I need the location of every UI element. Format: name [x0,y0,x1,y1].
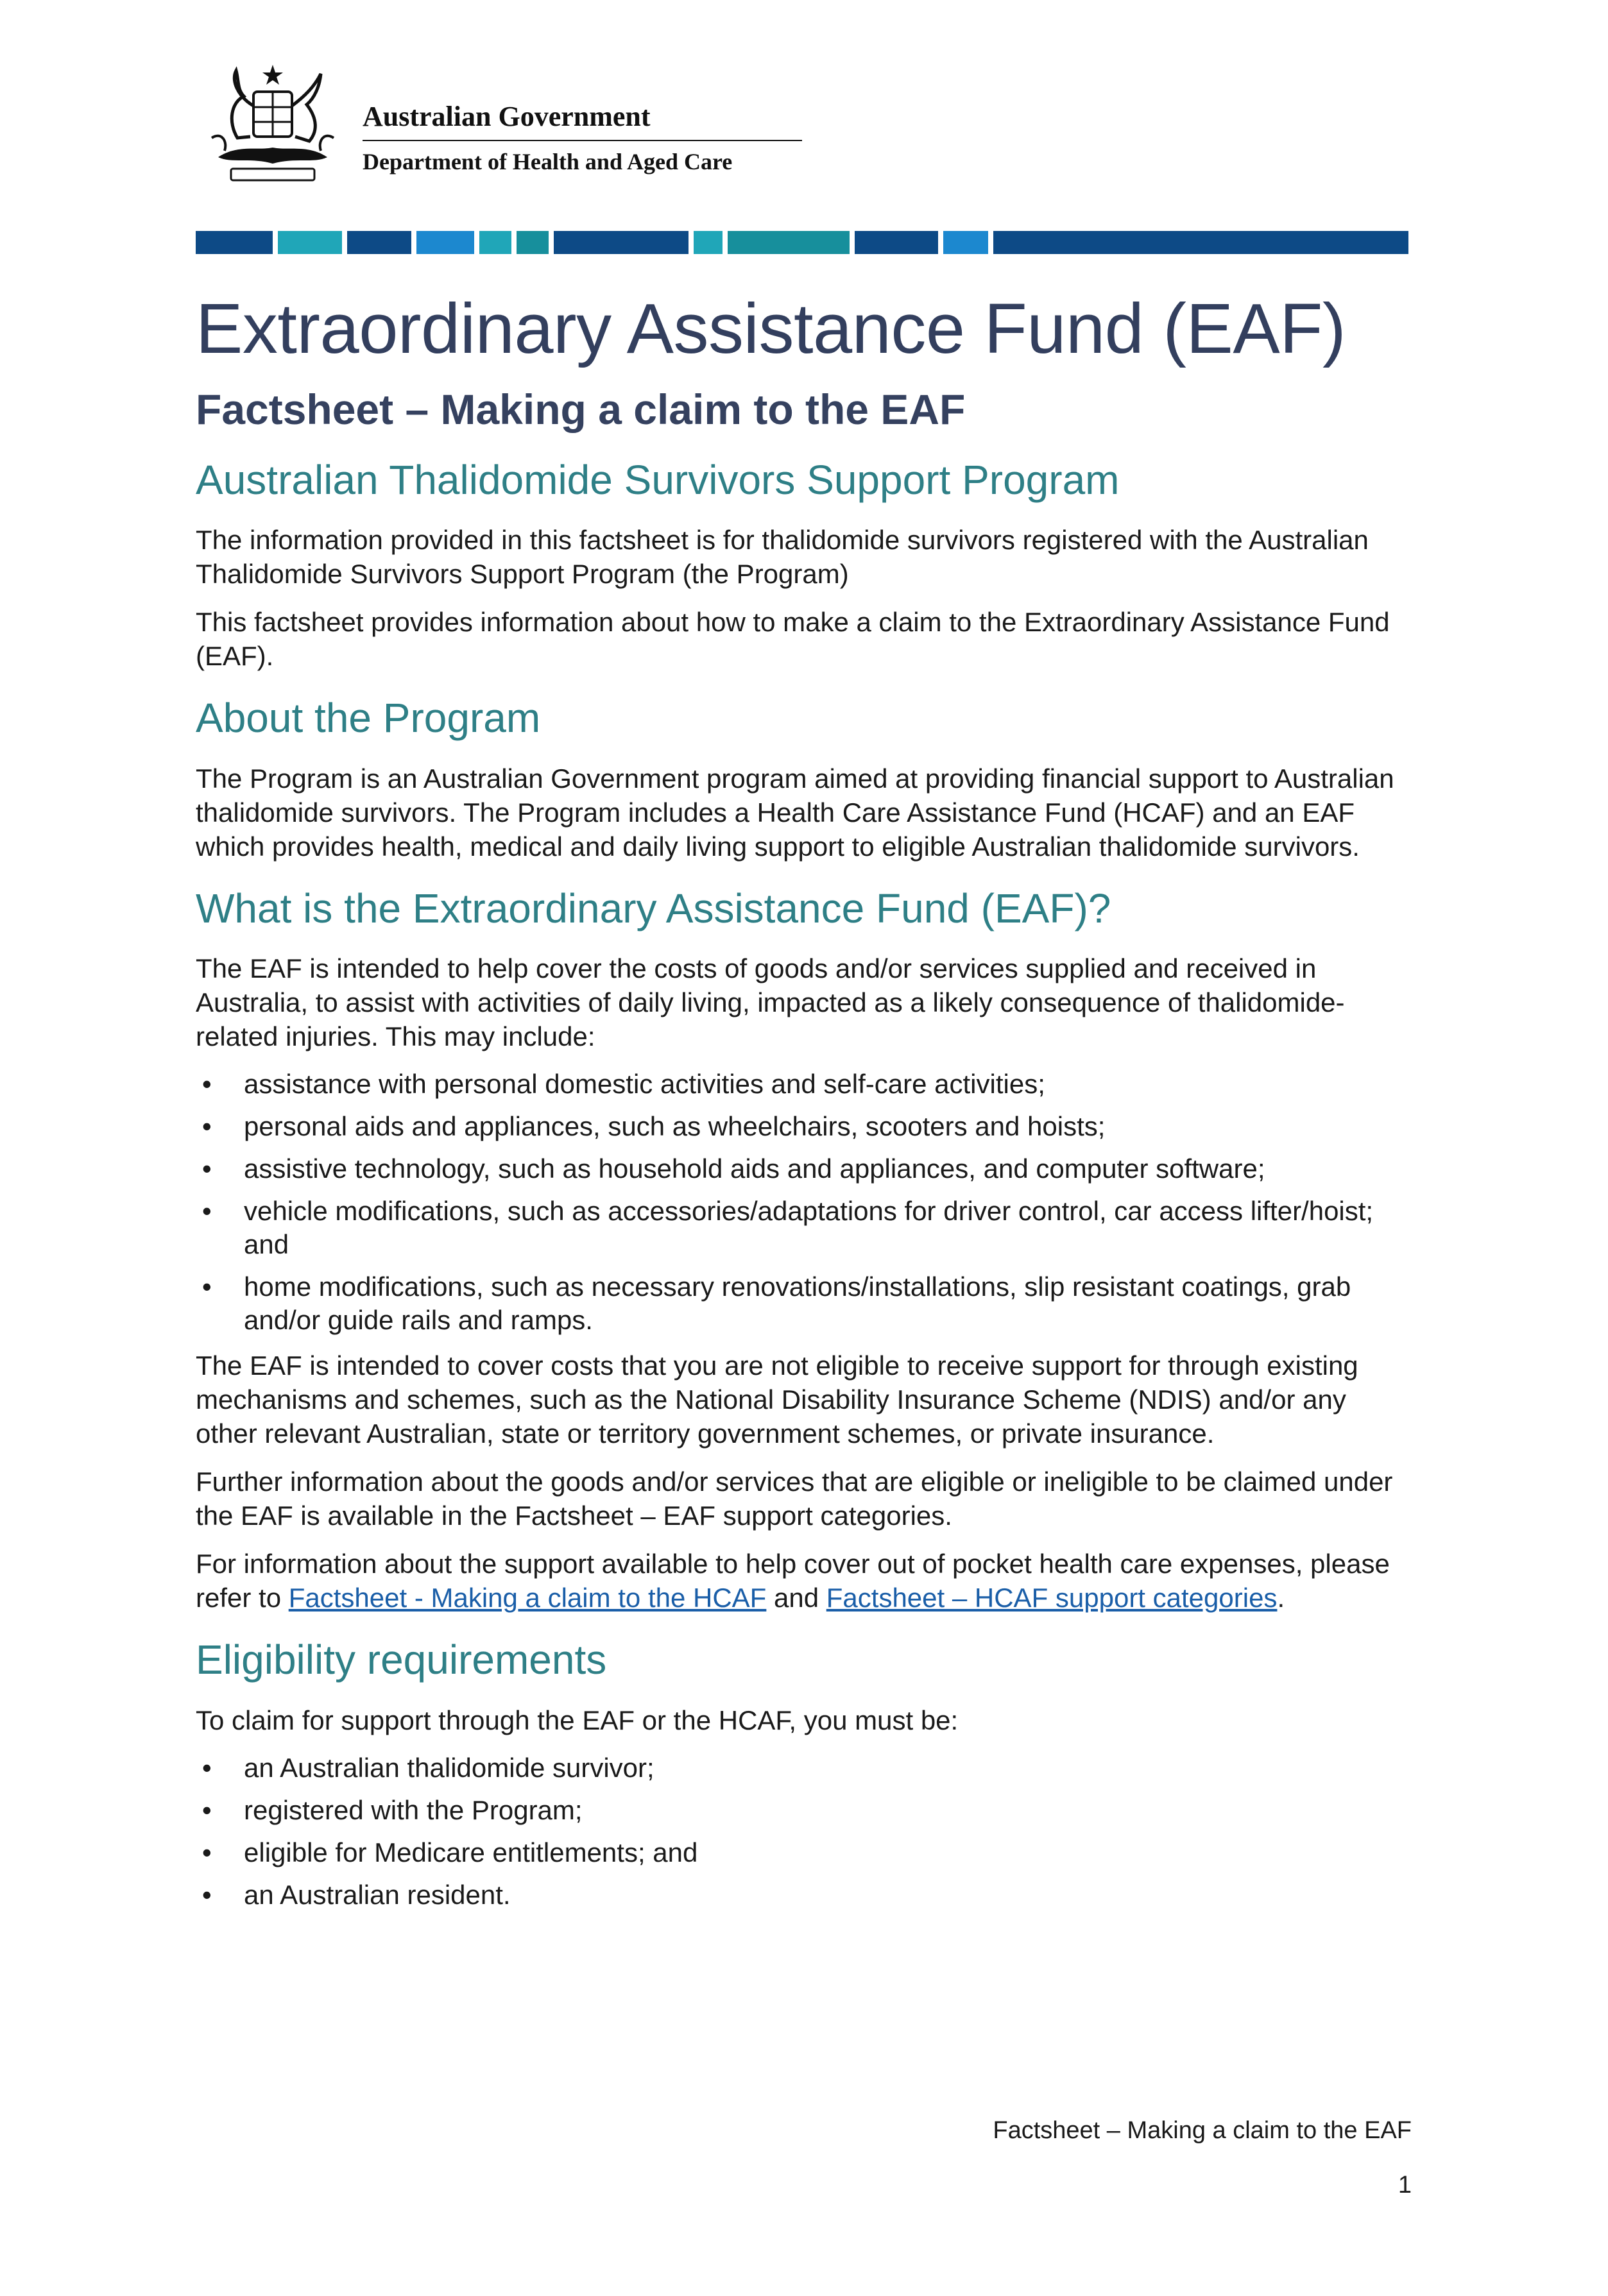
header-divider [363,140,802,141]
government-wordmark [363,103,802,173]
header [192,61,834,189]
section-heading-program: Australian Thalidomide Survivors Support Program [196,456,1120,503]
paragraph-text: and [766,1583,826,1613]
footer-title: Factsheet – Making a claim to the EAF [993,2117,1412,2144]
section-heading-what: What is the Extraordinary Assistance Fund (EAF)? [196,885,1111,931]
page-subtitle: Factsheet – Making a claim to the EAF [196,385,966,433]
list-item: • personal aids and appliances, such as wheelchairs, scooters and hoists; [196,1110,1408,1143]
department-name: Department of Health and Aged Care [363,149,733,174]
list-item: • vehicle modifications, such as accessories/adaptations for driver control, car access lifter/hoist; and [196,1195,1408,1261]
section-heading-about: About the Program [196,695,541,742]
eligibility-list [196,1751,1408,1912]
list-item: • an Australian resident. [196,1878,1408,1912]
about-paragraph-1: The Program is an Australian Government program aimed at providing financial support to Australian thalidomide survivors. The Program includes a Health Care Assistance Fund (HCAF) and an EAF which provides health, medical and daily living support to eligible Australian thalidomide survivors. [196,763,1394,862]
coat-of-arms-icon [192,61,353,189]
decorative-stripe [196,231,1408,254]
list-item: • eligible for Medicare entitlements; and [196,1836,1408,1869]
link-hcaf-support-categories[interactable]: Factsheet – HCAF support categories [826,1583,1278,1613]
page-number: 1 [1398,2172,1412,2198]
program-paragraph-2: This factsheet provides information about how to make a claim to the Extraordinary Assistance Fund (EAF). [196,607,1390,672]
paragraph-text: . [1277,1583,1285,1613]
link-hcaf-claim-factsheet[interactable]: Factsheet - Making a claim to the HCAF [288,1583,767,1613]
government-name: Australian Government [363,101,651,132]
what-paragraph-1: The EAF is intended to help cover the costs of goods and/or services supplied and received in Australia, to assist with activities of daily living, impacted as a likely consequence of thalidomide-related injuries. This may include: [196,953,1345,1052]
main-content [196,289,1408,1923]
list-item: • assistive technology, such as household aids and appliances, and computer software; [196,1152,1408,1186]
what-paragraph-2: The EAF is intended to cover costs that you are not eligible to receive support for through existing mechanisms and schemes, such as the National Disability Insurance Scheme (NDIS) and/or any other relevant Australian, state or territory government schemes, or private insurance. [196,1350,1358,1449]
paragraph-text: For information about the support available to help cover out of pocket health care expenses, please refer to [196,1549,1390,1613]
page-title: Extraordinary Assistance Fund (EAF) [196,289,1346,368]
list-item: • assistance with personal domestic activities and self-care activities; [196,1067,1408,1101]
list-item: • an Australian thalidomide survivor; [196,1751,1408,1785]
what-paragraph-4 [196,1547,1408,1615]
list-item: • registered with the Program; [196,1794,1408,1827]
section-heading-eligibility: Eligibility requirements [196,1637,607,1683]
eaf-support-list [196,1067,1408,1337]
eligibility-paragraph-1: To claim for support through the EAF or the HCAF, you must be: [196,1705,959,1736]
program-paragraph-1: The information provided in this factsheet is for thalidomide survivors registered with the Australian Thalidomide Survivors Support Program (the Program) [196,525,1369,590]
list-item: • home modifications, such as necessary renovations/installations, slip resistant coatings, grab and/or guide rails and ramps. [196,1270,1408,1337]
what-paragraph-3: Further information about the goods and/or services that are eligible or ineligible to be claimed under the EAF is available in the Factsheet – EAF support categories. [196,1467,1393,1531]
